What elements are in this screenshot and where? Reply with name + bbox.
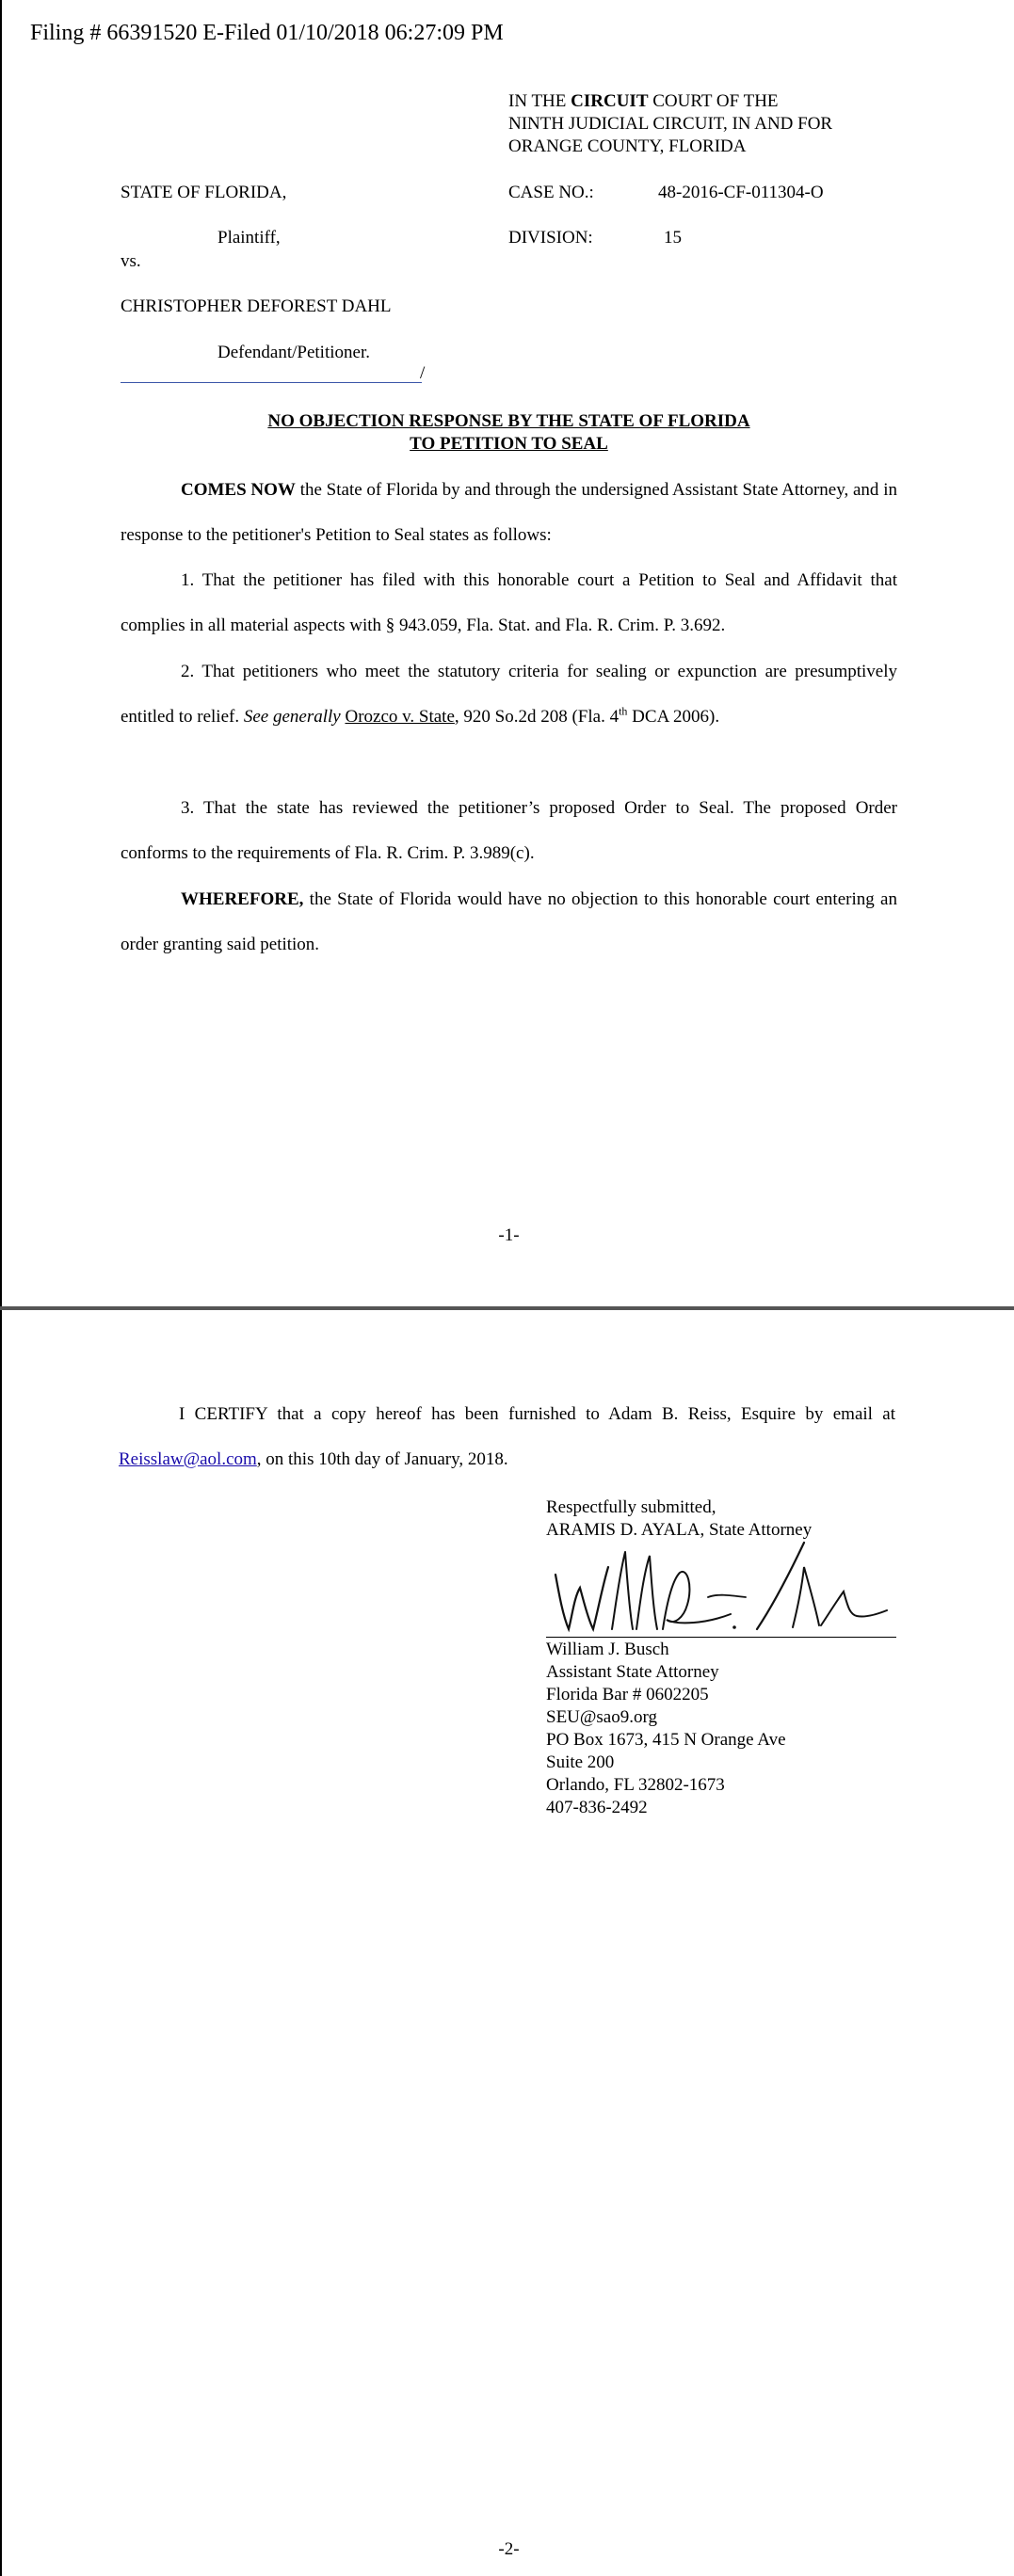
item-3-paragraph: 3. That the state has reviewed the petitioner’s proposed Order to Seal. The proposed Order conforms to the requirements of Fla. R. Crim. P. 3.989(c). (121, 798, 897, 863)
signature-line (546, 1637, 896, 1638)
filing-stamp: Filing # 66391520 E-Filed 01/10/2018 06:27:09 PM (30, 21, 504, 45)
signature-office: ARAMIS D. AYALA, State Attorney (546, 1520, 813, 1540)
signer-email: SEU@sao9.org (546, 1707, 657, 1727)
item-2-paragraph: 2. That petitioners who meet the statutory criteria for sealing or expunction are presumptively entitled to relief. See generally Orozco v. State, 920 So.2d 208 (Fla. 4th DCA 2006). (121, 662, 897, 727)
defendant-name: CHRISTOPHER DEFOREST DAHL (121, 296, 392, 316)
signer-city: Orlando, FL 32802-1673 (546, 1775, 725, 1795)
handwritten-signature (546, 1539, 904, 1642)
plaintiff-role: Plaintiff, (217, 228, 281, 248)
case-no-value: 48-2016-CF-011304-O (658, 183, 824, 202)
signer-name: William J. Busch (546, 1640, 669, 1659)
page-number-1: -1- (498, 1225, 520, 1245)
signature-closing: Respectfully submitted, (546, 1497, 716, 1517)
plaintiff-name: STATE OF FLORIDA, (121, 183, 287, 202)
page-number-2: -2- (498, 2539, 520, 2559)
item-1-paragraph: 1. That the petitioner has filed with this honorable court a Petition to Seal and Affidavit that complies in all material aspects with § 943.059, Fla. Stat. and Fla. R. Crim. P. 3.692. (121, 570, 897, 635)
certificate-of-service: I CERTIFY that a copy hereof has been furnished to Adam B. Reiss, Esquire by email at Reisslaw@aol.com, on this 10th day of January, 2018. (119, 1404, 895, 1469)
caption-rule (121, 382, 422, 383)
document-title-line-1: NO OBJECTION RESPONSE BY THE STATE OF FLORIDA (267, 411, 750, 431)
defendant-role: Defendant/Petitioner. (217, 343, 370, 362)
page-2 (0, 1310, 1014, 2576)
email-link[interactable]: Reisslaw@aol.com (119, 1449, 257, 1469)
signer-bar-number: Florida Bar # 0602205 (546, 1685, 709, 1704)
signer-address-1: PO Box 1673, 415 N Orange Ave (546, 1730, 786, 1750)
case-no-label: CASE NO.: (508, 183, 594, 202)
division-value: 15 (664, 228, 682, 248)
wherefore-paragraph: WHEREFORE, the State of Florida would have no objection to this honorable court entering an order granting said petition. (121, 889, 897, 954)
signer-title: Assistant State Attorney (546, 1662, 719, 1682)
court-heading-line-1: IN THE CIRCUIT COURT OF THE (508, 91, 779, 111)
case-citation: Orozco v. State (345, 707, 455, 727)
document-title-line-2: TO PETITION TO SEAL (410, 434, 608, 454)
versus: vs. (121, 251, 141, 271)
signer-address-2: Suite 200 (546, 1752, 615, 1772)
caption-slash: / (420, 363, 426, 383)
division-label: DIVISION: (508, 228, 593, 248)
intro-paragraph: COMES NOW the State of Florida by and through the undersigned Assistant State Attorney, and in response to the petitioner's Petition to Seal states as follows: (121, 480, 897, 545)
signer-phone: 407-836-2492 (546, 1798, 648, 1817)
court-heading-line-2: NINTH JUDICIAL CIRCUIT, IN AND FOR (508, 114, 833, 134)
court-heading-line-3: ORANGE COUNTY, FLORIDA (508, 136, 747, 156)
